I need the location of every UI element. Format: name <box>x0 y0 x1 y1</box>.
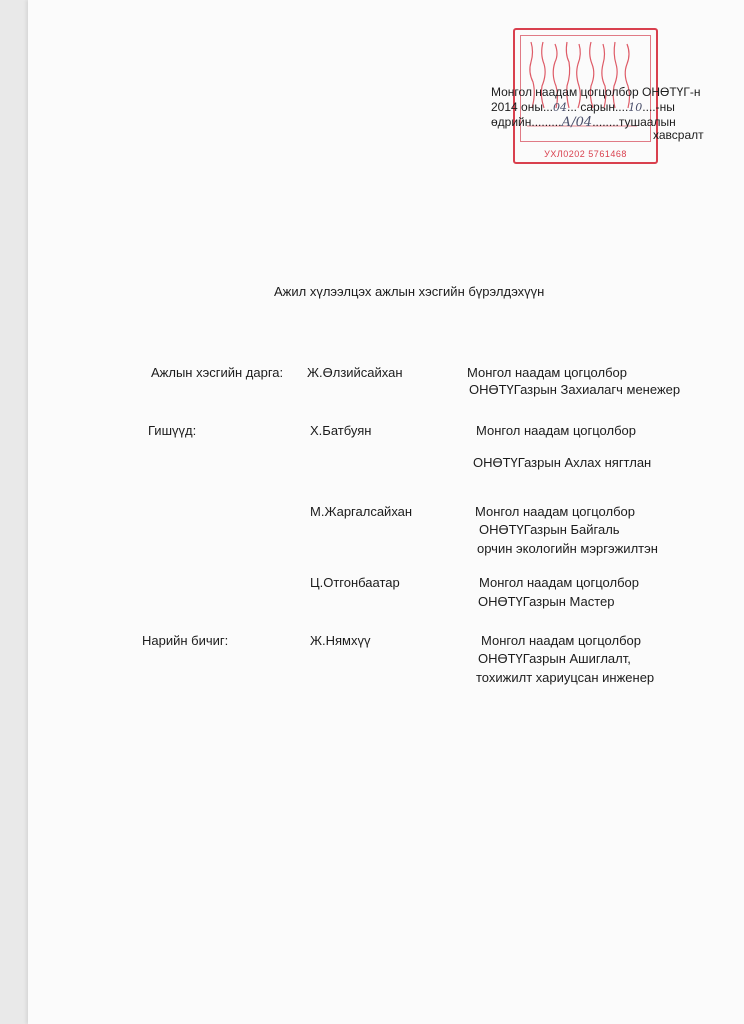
annex-line-2 <box>491 100 675 114</box>
annex-month-label: сарын <box>580 100 615 114</box>
annex-dots: ......... <box>531 115 562 129</box>
person-position-line: ОНӨТҮГазрын Ахлах нягтлан <box>473 455 652 470</box>
annex-line-4: хавсралт <box>653 128 704 142</box>
person-position-line: ОНӨТҮГазрын Ашиглалт, <box>478 651 631 666</box>
person-name-chair: Ж.Өлзийсайхан <box>307 365 403 380</box>
annex-dots: .... <box>614 100 629 114</box>
stamp-code: УХЛ0202 5761468 <box>544 149 627 159</box>
annex-line-1: Монгол наадам цогцолбор ОНӨТҮГ-н <box>491 85 701 99</box>
annex-year: 2014 оны <box>491 100 543 114</box>
annex-month-handwritten: 04 <box>552 101 567 114</box>
person-position-line: орчин экологийн мэргэжилтэн <box>477 541 658 556</box>
page-title: Ажил хүлээлцэх ажлын хэсгийн бүрэлдэхүүн <box>274 284 545 299</box>
person-position-line: тохижилт хариуцсан инженер <box>476 670 655 685</box>
annex-dots: ........ <box>592 115 619 129</box>
annex-dots: ... <box>542 100 553 114</box>
role-chair: Ажлын хэсгийн дарга: <box>151 365 284 380</box>
person-position-line: Монгол наадам цогцолбор <box>467 365 627 380</box>
person-position-line: Монгол наадам цогцолбор <box>475 504 635 519</box>
person-position-line: Монгол наадам цогцолбор <box>481 633 641 648</box>
person-position-line: ОНӨТҮГазрын Мастер <box>478 594 615 609</box>
annex-suffix: -ны <box>655 100 675 114</box>
person-name-member-2: М.Жаргалсайхан <box>310 504 413 519</box>
person-position-line: ОНӨТҮГазрын Байгаль <box>479 522 620 537</box>
person-position-line: Монгол наадам цогцолбор <box>479 575 639 590</box>
person-name-secretary: Ж.Нямхүү <box>310 633 371 648</box>
role-secretary: Нарийн бичиг: <box>142 633 229 648</box>
annex-line-3 <box>491 115 676 130</box>
person-position-line: ОНӨТҮГазрын Захиалагч менежер <box>469 382 681 397</box>
person-position-line: Монгол наадам цогцолбор <box>476 423 636 438</box>
annex-order-number-handwritten: А/04 <box>561 115 593 130</box>
annex-order-label: тушаалын <box>618 115 676 129</box>
role-members: Гишүүд: <box>148 423 197 438</box>
person-name-member-3: Ц.Отгонбаатар <box>310 575 400 590</box>
annex-dots: ... <box>566 100 577 114</box>
annex-day-label: өдрийн <box>491 115 532 129</box>
person-name-member-1: Х.Батбуян <box>310 423 372 438</box>
annex-day-handwritten: 10 <box>628 101 643 114</box>
annex-dots: .... <box>642 100 656 114</box>
